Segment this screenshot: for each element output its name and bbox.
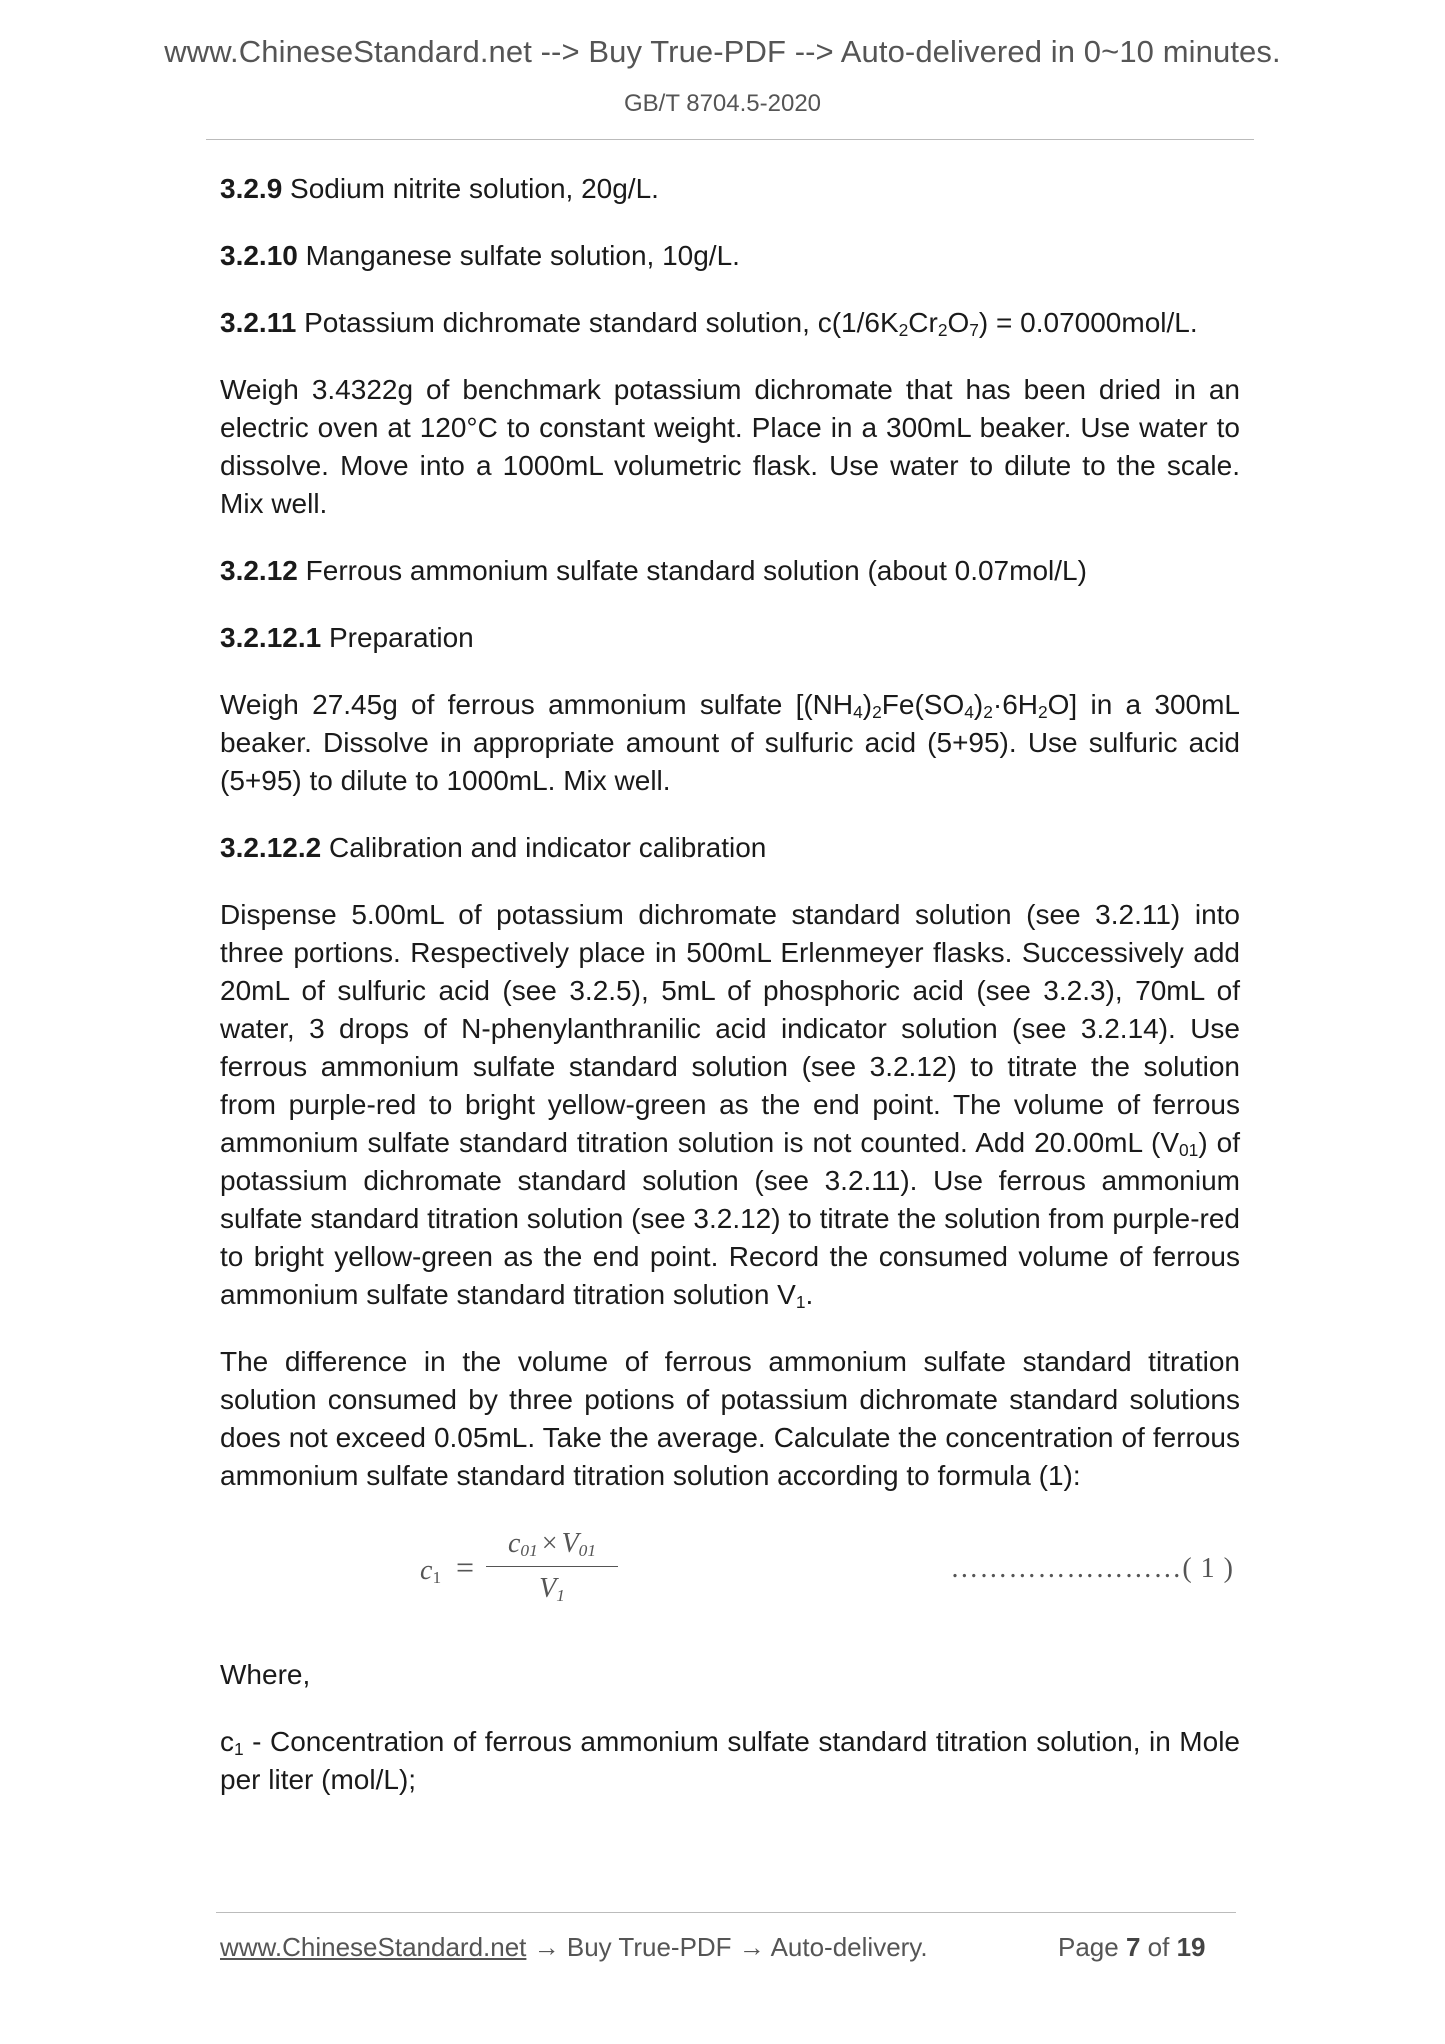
paragraph-text: ) of potassium dichromate standard solution (see 3.2.11). Use ferrous ammonium sulfate standard titration solution (see 3.2.12) to titrate the solution from purple-red to bright yellow-green as the end point. Record the consumed volume of ferrous ammonium sulfate standard titration solution V <box>220 1127 1240 1310</box>
paragraph-text: Dispense 5.00mL of potassium dichromate standard solution (see 3.2.11) into three portions. Respectively place in 500mL Erlenmeyer flasks. Successively add 20mL of sulfuric acid (see 3.2.5), 5mL of phosphoric acid (see 3.2.3), 70mL of water, 3 drops of N-phenylanthranilic acid indicator solution (see 3.2.14). Use ferrous ammonium sulfate standard solution (see 3.2.12) to titrate the solution from purple-red to bright yellow-green as the end point. The volume of ferrous ammonium sulfate standard titration solution is not counted. Add 20.00mL (V <box>220 899 1240 1158</box>
footer-link <box>220 1932 928 1963</box>
header-divider <box>206 139 1254 140</box>
clause-number: 3.2.9 <box>220 173 283 204</box>
clause-3-2-10 <box>220 237 1240 275</box>
subscript: 1 <box>795 1291 806 1312</box>
footer-divider <box>216 1912 1236 1913</box>
formula-equals: = <box>456 1549 475 1585</box>
header-banner: www.ChineseStandard.net --> Buy True-PDF --> Auto-delivered in 0~10 minutes. <box>164 34 1281 69</box>
subscript: 4 <box>853 701 863 722</box>
paragraph-text: ) <box>862 689 873 720</box>
clause-number: 3.2.12 <box>220 555 298 586</box>
fraction-bar <box>486 1566 618 1567</box>
subscript: 1 <box>556 1585 565 1605</box>
paragraph-text: ·6H <box>992 689 1038 720</box>
definition-text: - Concentration of ferrous ammonium sulfate standard titration solution, in Mole per liter (mol/L); <box>220 1726 1240 1795</box>
page-indicator <box>1058 1932 1205 1963</box>
clause-number: 3.2.12.1 <box>220 622 322 653</box>
clause-text: Ferrous ammonium sulfate standard solution (about 0.07mol/L) <box>297 555 1087 586</box>
document-id: GB/T 8704.5-2020 <box>623 90 822 117</box>
subscript: 7 <box>969 319 979 340</box>
formula-symbol: V <box>561 1528 579 1559</box>
clause-text: ) = 0.07000mol/L. <box>978 307 1198 338</box>
subscript: 2 <box>983 701 993 722</box>
clause-3-2-12 <box>220 552 1240 590</box>
formula-number: ……………………( 1 ) <box>950 1553 1234 1584</box>
clause-text: Preparation <box>321 622 474 653</box>
paragraph-preparation <box>220 686 1240 800</box>
formula-symbol: V <box>539 1573 557 1604</box>
subscript: 01 <box>1179 1139 1199 1160</box>
formula-symbol: c <box>420 1555 433 1586</box>
footer-url-link[interactable]: www.ChineseStandard.net <box>220 1932 527 1962</box>
clause-3-2-11 <box>220 304 1240 342</box>
definition-c1 <box>220 1723 1240 1799</box>
clause-text: Potassium dichromate standard solution, c(1/6K <box>296 307 899 338</box>
clause-text: Sodium nitrite solution, 20g/L. <box>282 173 659 204</box>
definition-symbol: c <box>220 1726 234 1757</box>
page-label: Page <box>1058 1932 1126 1962</box>
clause-3-2-9 <box>220 170 1240 208</box>
paragraph-text: Weigh 27.45g of ferrous ammonium sulfate [(NH <box>220 689 854 720</box>
formula-denominator <box>486 1569 618 1609</box>
formula-numerator <box>486 1524 618 1564</box>
paragraph-calibration <box>220 896 1240 1314</box>
clause-text: O <box>947 307 970 338</box>
formula-1 <box>220 1524 1240 1616</box>
clause-number: 3.2.12.2 <box>220 832 322 863</box>
formula-times: × <box>541 1528 558 1559</box>
footer-link-text: → Buy True-PDF → Auto-delivery. <box>526 1932 928 1962</box>
document-body <box>220 170 1240 1828</box>
subscript: 01 <box>578 1540 597 1560</box>
clause-text: Manganese sulfate solution, 10g/L. <box>297 240 740 271</box>
paragraph-text: ) <box>973 689 984 720</box>
paragraph-where: Where, <box>220 1659 311 1690</box>
clause-3-2-12-2 <box>220 829 1240 867</box>
clause-number: 3.2.10 <box>220 240 298 271</box>
paragraph-difference: The difference in the volume of ferrous ammonium sulfate standard titration solution consumed by three potions of potassium dichromate standard solutions does not exceed 0.05mL. Take the average. Calculate the concentration of ferrous ammonium sulfate standard titration solution according to formula (1): <box>220 1346 1240 1491</box>
subscript: 2 <box>1038 701 1048 722</box>
paragraph-weigh-dichromate: Weigh 3.4322g of benchmark potassium dichromate that has been dried in an electric oven at 120°C to constant weight. Place in a 300mL beaker. Use water to dissolve. Move into a 1000mL volumetric flask. Use water to dilute to the scale. Mix well. <box>220 374 1240 519</box>
paragraph-text: Fe(SO <box>881 689 965 720</box>
clause-text: Calibration and indicator calibration <box>321 832 767 863</box>
clause-3-2-12-1 <box>220 619 1240 657</box>
page-total: 19 <box>1176 1932 1206 1962</box>
subscript: 1 <box>234 1738 244 1759</box>
subscript: 2 <box>898 319 909 340</box>
paragraph-text: . <box>805 1279 814 1310</box>
formula-fraction <box>486 1524 618 1609</box>
subscript: 1 <box>432 1567 442 1587</box>
paragraph-text: O] in a 300mL beaker. Dissolve in appropriate amount of sulfuric acid (5+95). Use sulfuric acid (5+95) to dilute to 1000mL. Mix well. <box>220 689 1240 796</box>
clause-number: 3.2.11 <box>220 307 297 338</box>
page-number: 7 <box>1125 1932 1141 1962</box>
clause-text: Cr <box>908 307 938 338</box>
formula-symbol: c <box>507 1528 521 1559</box>
subscript: 2 <box>872 701 882 722</box>
subscript: 4 <box>964 701 974 722</box>
subscript: 2 <box>937 319 948 340</box>
subscript: 01 <box>520 1540 538 1560</box>
formula-lhs <box>420 1552 441 1590</box>
page-of-label: of <box>1140 1932 1177 1962</box>
